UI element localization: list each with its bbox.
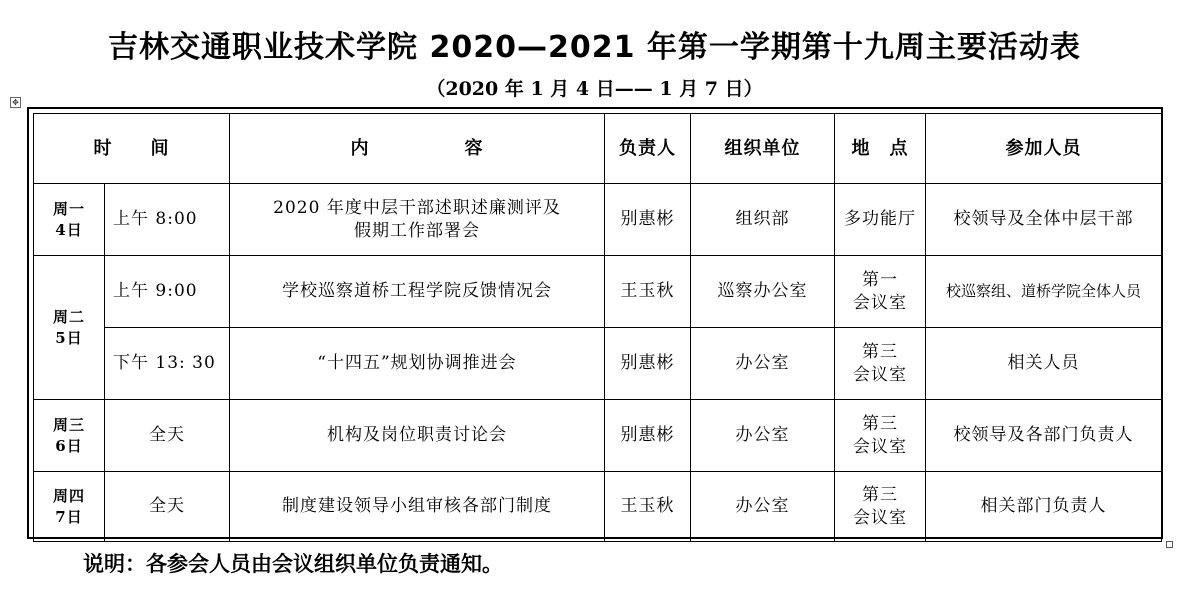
document-title: 吉林交通职业技术学院 2020—2021 年第一学期第十九周主要活动表 — [108, 30, 1081, 65]
participants-cell: 校领导及全体中层干部 — [926, 184, 1162, 256]
unit-cell: 巡察办公室 — [691, 256, 835, 328]
weekday: 周三 — [52, 415, 85, 434]
place-cell — [835, 472, 926, 542]
place-line: 会议室 — [853, 507, 907, 528]
person-cell: 王玉秋 — [605, 256, 691, 328]
unit-cell: 办公室 — [691, 400, 835, 472]
participants-cell: 相关人员 — [926, 328, 1162, 400]
place-cell — [835, 400, 926, 472]
day-cell — [34, 400, 105, 472]
weekday: 周二 — [52, 307, 85, 326]
day-cell — [34, 184, 105, 256]
content-cell: 学校巡察道桥工程学院反馈情况会 — [230, 256, 605, 328]
person-cell: 别惠彬 — [605, 328, 691, 400]
time-cell: 上午 8:00 — [105, 184, 230, 256]
content-cell: 机构及岗位职责讨论会 — [230, 400, 605, 472]
content-cell — [230, 184, 605, 256]
participants-cell: 校巡察组、道桥学院全体人员 — [926, 256, 1162, 328]
unit-cell: 组织部 — [691, 184, 835, 256]
day-cell — [34, 256, 105, 400]
footnote: 说明：各参会人员由会议组织单位负责通知。 — [83, 552, 503, 576]
weekday: 周四 — [52, 486, 85, 505]
header-participants: 参加人员 — [926, 114, 1162, 184]
participants-cell: 相关部门负责人 — [926, 472, 1162, 542]
time-cell: 上午 9:00 — [105, 256, 230, 328]
time-cell: 全天 — [105, 472, 230, 542]
content-line: 2020 年度中层干部述职述廉测评及 — [273, 197, 561, 218]
place-line: 会议室 — [853, 292, 907, 313]
table-row — [34, 472, 1162, 542]
table-move-handle-icon[interactable]: ✥ — [10, 97, 21, 108]
date: 7日 — [55, 507, 83, 526]
table-row — [34, 184, 1162, 256]
place-line: 第三 — [862, 341, 898, 362]
content-line: 假期工作部署会 — [354, 220, 480, 241]
place-line: 第三 — [862, 484, 898, 505]
participants-cell: 校领导及各部门负责人 — [926, 400, 1162, 472]
table-header-row — [34, 114, 1162, 184]
place-cell — [835, 328, 926, 400]
header-person: 负责人 — [605, 114, 691, 184]
date: 5日 — [55, 328, 83, 347]
day-cell — [34, 472, 105, 542]
place-line: 第三 — [862, 413, 898, 434]
schedule-table — [33, 113, 1162, 542]
date: 4日 — [55, 220, 83, 239]
header-content: 内 容 — [230, 114, 605, 184]
place-line: 第一 — [862, 269, 898, 290]
schedule-table-frame — [27, 107, 1163, 539]
header-time: 时 间 — [34, 114, 230, 184]
place-cell — [835, 256, 926, 328]
time-cell: 全天 — [105, 400, 230, 472]
person-cell: 别惠彬 — [605, 184, 691, 256]
content-cell: 制度建设领导小组审核各部门制度 — [230, 472, 605, 542]
place-cell: 多功能厅 — [835, 184, 926, 256]
time-cell: 下午 13: 30 — [105, 328, 230, 400]
header-unit: 组织单位 — [691, 114, 835, 184]
person-cell: 王玉秋 — [605, 472, 691, 542]
table-row — [34, 256, 1162, 328]
date: 6日 — [55, 436, 83, 455]
weekday: 周一 — [52, 199, 85, 218]
header-place: 地 点 — [835, 114, 926, 184]
content-cell: “十四五”规划协调推进会 — [230, 328, 605, 400]
person-cell: 别惠彬 — [605, 400, 691, 472]
table-row — [34, 328, 1162, 400]
unit-cell: 办公室 — [691, 328, 835, 400]
table-resize-handle[interactable] — [1166, 541, 1173, 548]
place-line: 会议室 — [853, 436, 907, 457]
table-row — [34, 400, 1162, 472]
place-line: 会议室 — [853, 364, 907, 385]
unit-cell: 办公室 — [691, 472, 835, 542]
date-range-subtitle: （2020 年 1 月 4 日—— 1 月 7 日） — [426, 78, 763, 100]
